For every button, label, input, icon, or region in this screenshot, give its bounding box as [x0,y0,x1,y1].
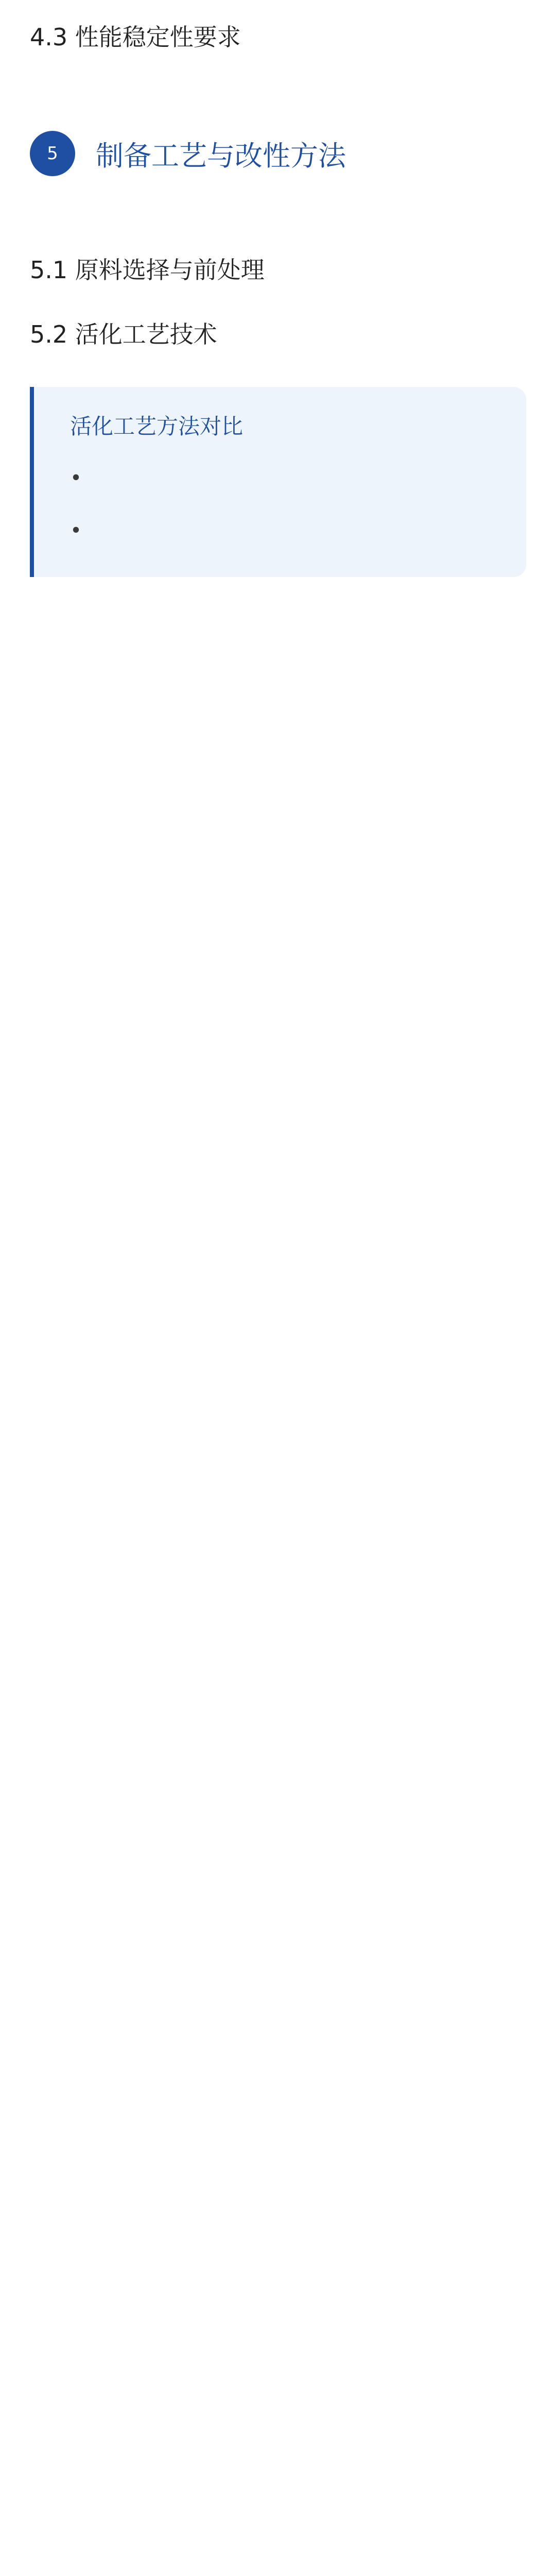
bullet-icon: • [70,519,82,543]
section-heading-5-2: 5.2 活化工艺技术 [30,320,217,348]
chapter-number-badge: 5 [30,131,75,176]
section-heading-5-1: 5.1 原料选择与前处理 [30,256,265,284]
bullet-icon: • [70,467,82,490]
callout-item-chemical-activation [70,514,500,549]
callout-item-physical-activation [70,461,500,496]
callout-title: 活化工艺方法对比 [70,414,244,439]
chapter-title: 制备工艺与改性方法 [96,139,346,172]
chapter-5-header [30,131,526,176]
activation-methods-callout [30,387,526,577]
section-heading-4-3: 4.3 性能稳定性要求 [30,23,241,51]
